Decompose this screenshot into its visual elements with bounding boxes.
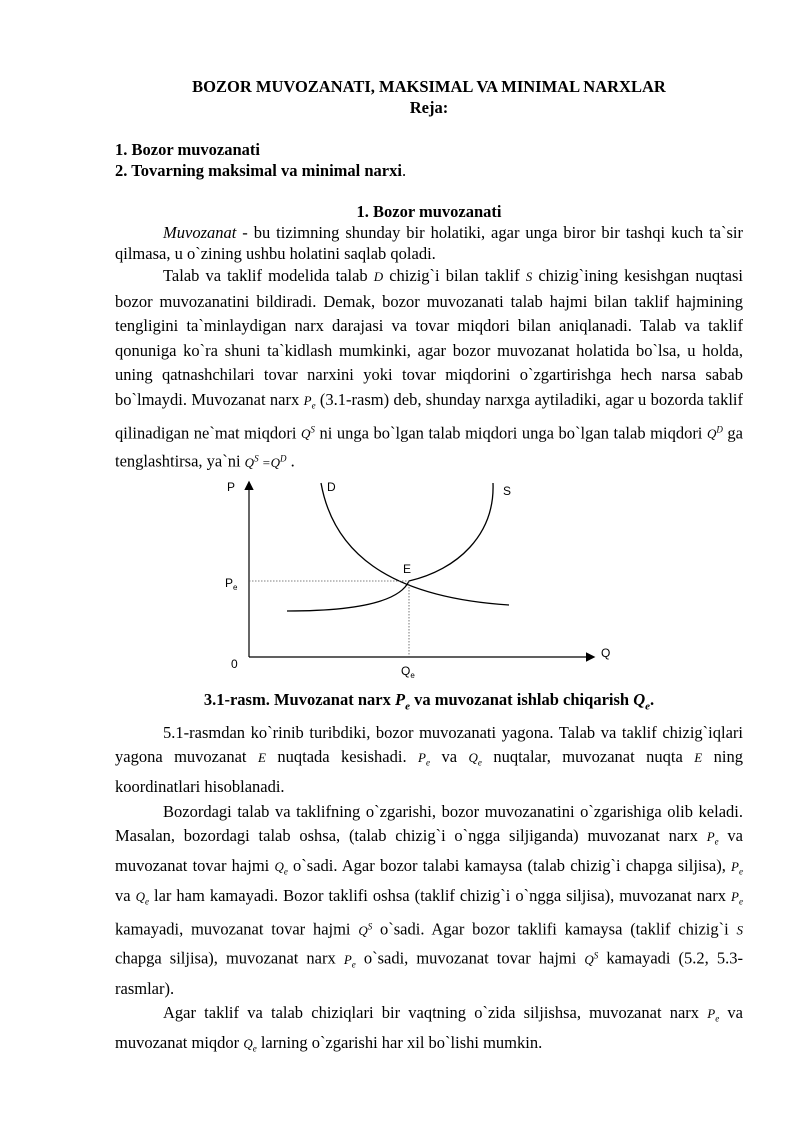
- supply-label: S: [503, 484, 512, 499]
- demand-curve: [321, 483, 512, 605]
- document-page: [115, 76, 743, 1061]
- plan-item-1: 1. Bozor muvozanati: [115, 140, 260, 159]
- figure-caption: 3.1-rasm. Muvozanat narx $P_e$ va muvozanat ishlab chiqarish $Q_e$.: [203, 690, 655, 713]
- paragraph-shifts: Bozordagi talab va taklifning o`zgarishi, bozor muvozanatini o`zgarishiga olib keladi. Masalan, bozordagi talab oshsa, (talab chizig`i o`ngga siljiganda) muvozanat narx $P_e$ va muvozanat tovar hajmi $Q_e$ o`sadi. Agar bozor talabi kamaysa (talab chizig`i chapga siljisa), $P_e$ va $Q_e$ lar ham kamayadi. Bozor taklifi oshsa (taklif chizig`i o`ngga siljisa), muvozanat narx $P_e$ kamayadi, muvozanat tovar hajmi $Q^S$ o`sadi. Agar bozor taklifi kamaysa (taklif chizig`i S chapga siljisa), muvozanat narx $P_e$ o`sadi, muvozanat tovar hajmi $Q^S$ kamayadi (5.2, 5.3-rasmlar).: [115, 801, 744, 998]
- section-heading: 1. Bozor muvozanati: [356, 202, 502, 221]
- paragraph-simultaneous: Agar taklif va talab chiziqlari bir vaqtning o`zida siljishsa, muvozanat narx $P_e$ va muvozanat miqdor $Q_e$ larning o`zgarishi har xil bo`lishi mumkin.: [115, 1003, 743, 1054]
- quantity-axis-label: Q: [601, 646, 611, 661]
- supply-curve: [287, 581, 409, 611]
- pe-label: $P_e$: [225, 576, 238, 593]
- term-muvozanat: Muvozanat: [163, 223, 237, 242]
- paragraph-uniqueness: 5.1-rasmdan ko`rinib turibdiki, bozor muvozanati yagona. Talab va taklif chizig`iqlari yagona muvozanat E nuqtada kesishadi. $P_e$ va $Q_e$ nuqtalar, muvozanat nuqta E ning koordinatlari hisoblanadi.: [115, 722, 743, 797]
- equilibrium-label: E: [403, 562, 412, 577]
- symbol-d: D: [373, 269, 384, 284]
- paragraph-equilibrium: Talab va taklif modelida talab D chizig`i bilan taklif S chizig`ining kesishgan nuqtasi bozor muvozanatini bildiradi. Demak, bozor muvozanati talab hajmi bilan taklif hajmining tengligini ta`minlaydigan narx darajasi va tovar miqdori bilan aniqlanadi. Talab va taklif qonuniga ko`ra shuni ta`kidlash mumkinki, agar bozor muvozanat holatida bo`lsa, u holda, uning qatnashchilari tovar narxini yoki tovar miqdorini o`zgartirishga hech narsa sabab bo`lmaydi. Muvozanat narx $P_e$ (3.1-rasm) deb, shunday narxga aytiladiki, agar u bozorda taklif qilinadigan ne`mat miqdori $Q^S$ ni unga bo`lgan talab miqdori unga bo`lgan talab miqdori $Q^D$ ga tenglashtirsa, ya`ni $Q^S =Q^D$ .: [115, 266, 743, 471]
- demand-label: D: [327, 480, 336, 495]
- paragraph-definition: Muvozanat - bu tizimning shunday bir holatiki, agar unga biror bir tashqi kuch ta`sir qilmasa, u o`zining ushbu holatini saqlab qoladi.: [115, 223, 743, 263]
- document-title: BOZOR MUVOZANATI, MAKSIMAL VA MINIMAL NARXLAR: [192, 77, 666, 96]
- plan-list: [115, 139, 743, 181]
- symbol-qs-eq-qd: $Q^S =Q^D$: [244, 453, 287, 470]
- origin-label: 0: [231, 657, 238, 672]
- plan-item-2: 2. Tovarning maksimal va minimal narxi.: [115, 161, 407, 180]
- symbol-s: S: [525, 269, 533, 284]
- price-axis-label: P: [227, 480, 236, 495]
- symbol-qs: $Q^S$: [301, 424, 315, 441]
- symbol-pe: $P_e$: [303, 392, 316, 411]
- qe-label: $Q_e$: [401, 664, 415, 681]
- plan-heading: Reja:: [409, 98, 449, 117]
- equilibrium-figure: [115, 475, 743, 685]
- symbol-qd: $Q^D$: [706, 424, 723, 441]
- supply-curve-upper: [409, 483, 493, 581]
- equilibrium-diagram: [115, 475, 743, 685]
